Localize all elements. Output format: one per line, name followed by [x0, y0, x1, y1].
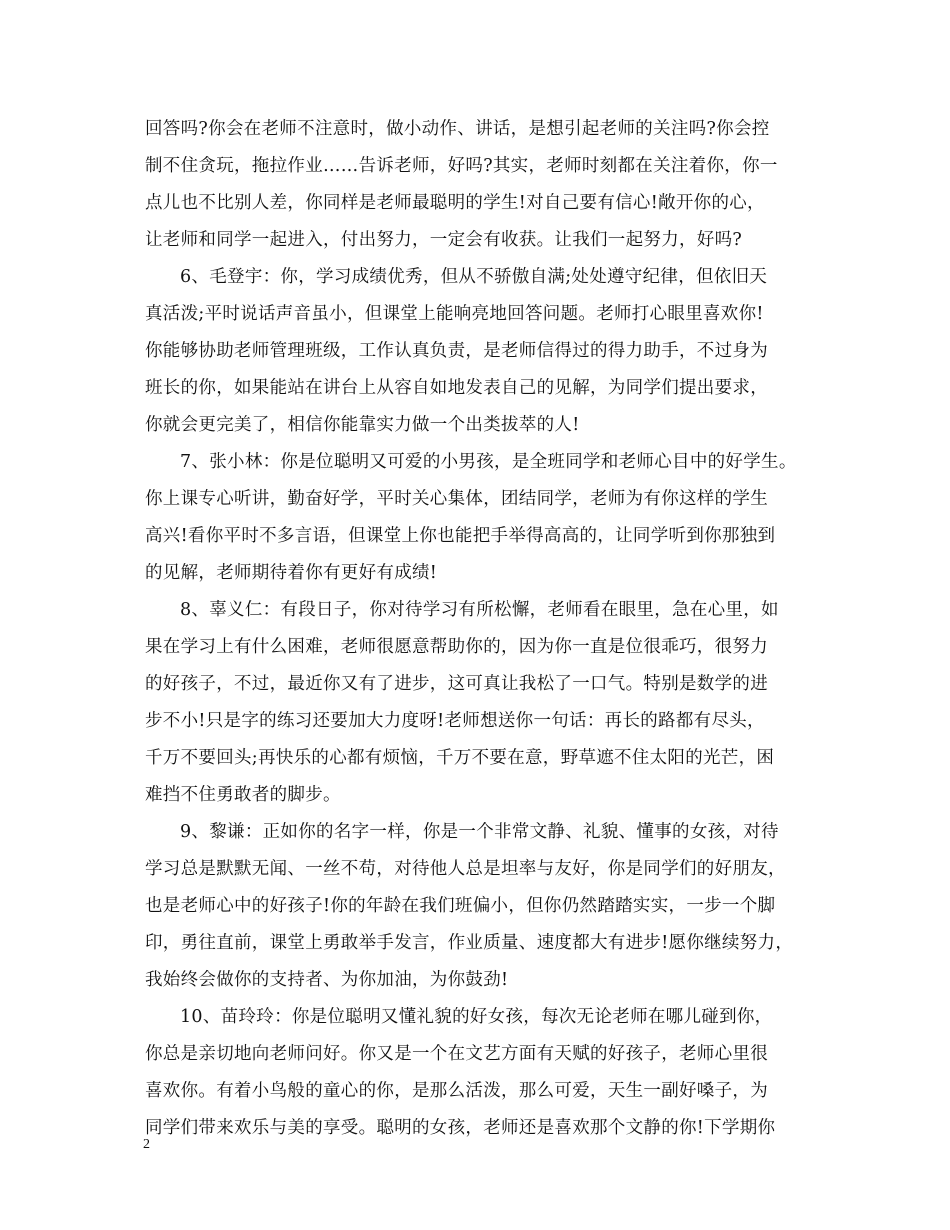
text-line: 同学们带来欢乐与美的享受。聪明的女孩，老师还是喜欢那个文静的你!下学期你: [145, 1118, 776, 1138]
text-line: 你能够协助老师管理班级，工作认真负责，是老师信得过的得力助手，不过身为: [145, 341, 768, 361]
paragraph-9-start: 9、黎谦：正如你的名字一样，你是一个非常文静、礼貌、懂事的女孩，对待: [180, 822, 779, 842]
text-line: 的见解，老师期待着你有更好有成绩!: [145, 563, 438, 583]
text-line: 你上课专心听讲，勤奋好学，平时关心集体，团结同学，老师为有你这样的学生: [145, 489, 768, 509]
text-line: 让老师和同学一起进入，付出努力，一定会有收获。让我们一起努力，好吗?: [145, 230, 743, 250]
paragraph-8-start: 8、辜义仁：有段日子，你对待学习有所松懈，老师看在眼里，急在心里，如: [180, 600, 779, 620]
text-line: 千万不要回头;再快乐的心都有烦恼，千万不要在意，野草遮不住太阳的光芒，困: [145, 748, 775, 768]
text-line: 你总是亲切地向老师问好。你又是一个在文艺方面有天赋的好孩子，老师心里很: [145, 1044, 768, 1064]
text-line: 回答吗?你会在老师不注意时，做小动作、讲话，是想引起老师的关注吗?你会控: [145, 119, 770, 139]
paragraph-10-start: 10、苗玲玲：你是位聪明又懂礼貌的好女孩，每次无论老师在哪儿碰到你，: [180, 1007, 773, 1027]
text-line: 真活泼;平时说话声音虽小，但课堂上能响亮地回答问题。老师打心眼里喜欢你!: [145, 304, 764, 324]
paragraph-6-start: 6、毛登宇：你，学习成绩优秀，但从不骄傲自满;处处遵守纪律，但依旧天: [180, 267, 768, 287]
text-line: 的好孩子，不过，最近你又有了进步，这可真让我松了一口气。特别是数学的进: [145, 674, 768, 694]
text-line: 果在学习上有什么困难，老师很愿意帮助你的，因为你一直是位很乖巧，很努力: [145, 637, 768, 657]
text-line: 步不小!只是字的练习还要加大力度呀!老师想送你一句话：再长的路都有尽头，: [145, 711, 765, 731]
text-line: 印，勇往直前，课堂上勇敢举手发言，作业质量、速度都大有进步!愿你继续努力，: [145, 933, 794, 953]
text-line: 高兴!看你平时不多言语，但课堂上你也能把手举得高高的，让同学听到你那独到: [145, 526, 776, 546]
page-number: 2: [143, 1137, 150, 1152]
text-line: 点儿也不比别人差，你同样是老师最聪明的学生!对自己要有信心!敞开你的心，: [145, 193, 765, 213]
text-line: 难挡不住勇敢者的脚步。: [145, 785, 341, 805]
text-line: 你就会更完美了，相信你能靠实力做一个出类拔萃的人!: [145, 415, 580, 435]
text-line: 制不住贪玩，拖拉作业……告诉老师，好吗?其实，老师时刻都在关注着你，你一: [145, 156, 778, 176]
text-line: 喜欢你。有着小鸟般的童心的你，是那么活泼，那么可爱，天生一副好嗓子，为: [145, 1081, 768, 1101]
text-line: 班长的你，如果能站在讲台上从容自如地发表自己的见解，为同学们提出要求，: [145, 378, 768, 398]
text-line: 也是老师心中的好孩子!你的年龄在我们班偏小，但你仍然踏踏实实，一步一个脚: [145, 896, 776, 916]
text-line: 我始终会做你的支持者、为你加油，为你鼓劲!: [145, 970, 509, 990]
paragraph-7-start: 7、张小林：你是位聪明又可爱的小男孩，是全班同学和老师心目中的好学生。: [180, 452, 797, 472]
text-line: 学习总是默默无闻、一丝不苟，对待他人总是坦率与友好，你是同学们的好朋友，: [145, 859, 786, 879]
